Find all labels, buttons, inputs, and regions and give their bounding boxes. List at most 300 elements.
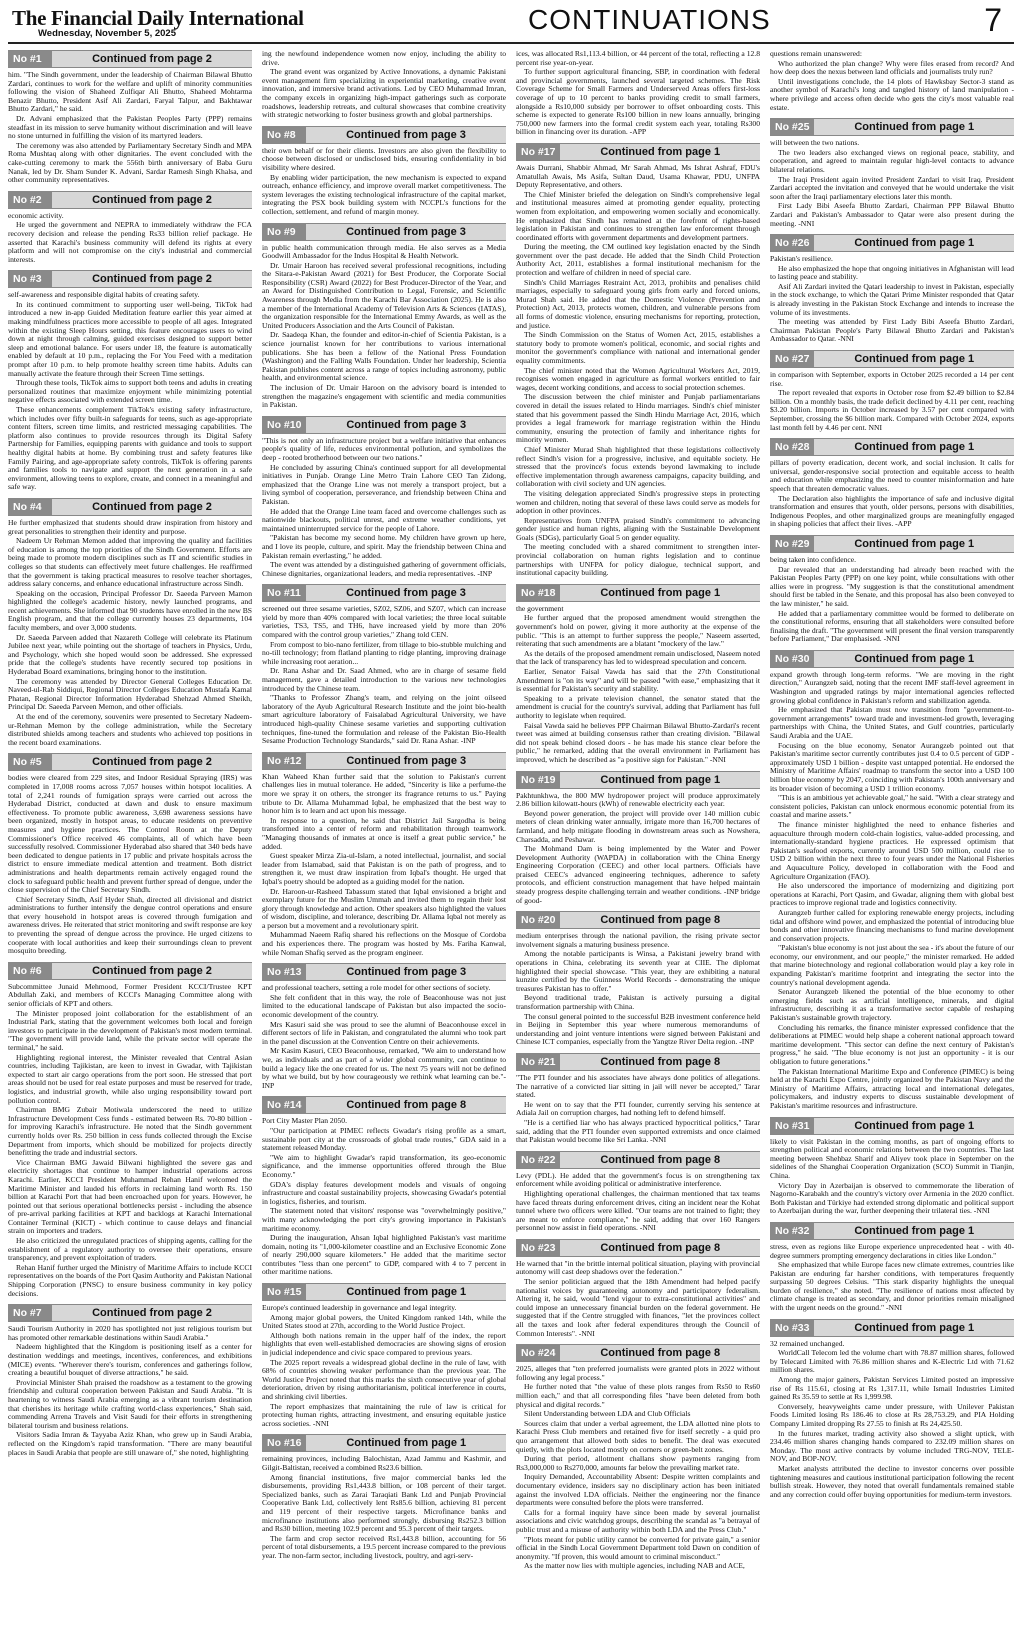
paragraph: 32 remained unchanged. bbox=[770, 1338, 845, 1348]
story-number: No #19 bbox=[516, 772, 560, 788]
story-number: No #10 bbox=[262, 417, 306, 433]
story bbox=[262, 584, 506, 746]
paragraph: Europe's continued leadership in governance and legal integrity. bbox=[262, 1303, 457, 1313]
paragraph: questions remain unanswered: bbox=[770, 50, 862, 58]
story-body bbox=[770, 459, 1014, 529]
paragraph: Among the major gainers, Pakistan Services Limited posted an impressive rise of Rs 115.61, closing at Rs 1,317.11, while Ismail Industries Limited gained Rs 35.59 to settle at Rs 1,999.98. bbox=[770, 1375, 1014, 1402]
story-header bbox=[770, 1222, 1014, 1240]
story-header bbox=[770, 1117, 1014, 1135]
story-number: No #23 bbox=[516, 1240, 560, 1256]
masthead bbox=[8, 0, 1014, 44]
paragraph: WorldCall Telecom led the volume chart with 78.87 million shares, followed by Telecard Limited with 76.86 million shares and K-Electric Ltd with 71.62 million shares. bbox=[770, 1348, 1014, 1375]
continued-from-label: Continued from page 8 bbox=[600, 1347, 721, 1360]
paragraph: Provincial Minister Shah praised the roadshow as a testament to the growing friendship and cultural cooperation between Pakistan and Saudi Arabia. "It is heartening to witness Saudi Arabia emerging as a vibrant tourism destination that cherishes its heritage while crafting world-class experiences," Shah said, commending Arrena Travels and Visit Saudi for their efforts in strengthening bilateral tourism and business relations. bbox=[8, 1377, 252, 1430]
paragraph: He added that a parliamentary committee would be formed to deliberate on the constitutional reforms, ensuring that all stakeholders were consulted before finalising the draft. "The government will present the final version transparently before Parliament," Dar emphasised. -NNI bbox=[770, 608, 1014, 644]
continued-from-label: Continued from page 8 bbox=[346, 1099, 467, 1112]
story-body bbox=[8, 291, 252, 492]
paragraph: In response to a question, he said that District Jail Sargodha is being transformed into a center of reform and rehabilitation through teamwork. "Managing thousands of inmates at once is itself a great public service," he added. bbox=[262, 815, 506, 851]
story bbox=[262, 223, 506, 410]
paragraph: He also underscored the importance of modernizing and digitizing port operations at Karachi, Port Qasim, and Gwadar, aligning them with global best practices to improve regional trade and logistics connectivity. bbox=[770, 881, 1014, 908]
paragraph: Rehan Hanif further urged the Ministry of Maritime Affairs to include KCCI representatives on the boards of the Port Qasim Authority and Pakistan National Shipping Corporation (PNSC) to ensure business community in key policy decisions. bbox=[8, 1262, 252, 1298]
story bbox=[516, 911, 760, 1047]
story-body bbox=[8, 774, 252, 955]
story-header bbox=[8, 191, 252, 209]
story-header bbox=[262, 223, 506, 241]
paragraph: He warned that "in the brittle internal political situation, playing with provincial autonomy will cast deep shadows over the federation." bbox=[516, 1258, 760, 1277]
story-header bbox=[770, 1319, 1014, 1337]
story-header bbox=[8, 50, 252, 68]
paragraph: Highlighting operational challenges, the chairman mentioned that tax teams have faced threats during enforcement drives, citing an incident near the Kohat tunnel where two officers were killed. "Our teams are not trained to fight; they are meant to enforce compliance," he said, adding that over 160 Rangers personnel now assist in field operations. -NNI bbox=[516, 1188, 760, 1233]
story-header bbox=[262, 416, 506, 434]
story bbox=[262, 1096, 506, 1277]
story-body bbox=[516, 1365, 760, 1571]
paragraph: The inclusion of Dr. Umair Haroon on the advisory board is intended to strengthen the magazine's engagement with scientific and media communities in Pakistan. bbox=[262, 383, 506, 410]
paragraph: Who authorized the plan change? Why were files erased from record? And how deep does the nexus between land officials and journalists truly run? bbox=[770, 58, 1014, 77]
story-body bbox=[770, 139, 1014, 228]
story-header bbox=[516, 143, 760, 161]
story-body bbox=[262, 605, 506, 746]
story bbox=[262, 963, 506, 1090]
story bbox=[770, 118, 1014, 228]
paragraph: At the end of the ceremony, souvenirs were presented to Secretary Nadeem-ur-Rehman Memon by the college administration, while the Secretary distributed shields among teachers and students who achieved top positions in the recent board examinations. bbox=[8, 712, 252, 747]
paragraph: screened out three sesame varieties, SZ02, SZ06, and SZ07, which can increase yield by more than 40% compared with local varieties; the three local suitable varieties, TS3, TS5, and TH6, have increased yield by more than 20% compared with the control group varieties," Zhang told CEN. bbox=[262, 604, 506, 640]
story bbox=[262, 126, 506, 217]
continued-from-label: Continued from page 1 bbox=[854, 121, 975, 134]
story-header bbox=[770, 234, 1014, 252]
story-header bbox=[262, 1283, 506, 1301]
paragraph: Dar revealed that an understanding had already been reached with the Pakistan Peoples Party (PPP) on one key point, while consultations with other allies were in progress. "My suggestion is that the constitutional amendment should first be tabled in the Senate, and this proposal has also been conveyed to the law minister," he said. bbox=[770, 564, 1014, 608]
story-body bbox=[262, 773, 506, 957]
story-number: No #28 bbox=[770, 439, 814, 455]
paragraph: Mr Kasim Kasuri, CEO Beaconhouse, remarked, "We aim to understand how we, as individuals and as part of a wider global community, can continue to build a legacy like the one created for us. The next 75 years will not be defined by what we build, but by how courageously we rethink what learning can be."-INP bbox=[262, 1046, 506, 1090]
paragraph: He further emphasized that students should draw inspiration from history and great personalities to strengthen their identity and purpose. bbox=[8, 517, 252, 536]
paragraph: In the futures market, trading activity also showed a slight uptick, with 234.46 million shares changing hands compared to 232.09 million shares on Monday. The most active contracts by volume included TRG-NOV, TELE-NOV, and BOP-NOV. bbox=[770, 1428, 1014, 1464]
story-number: No #26 bbox=[770, 235, 814, 251]
continued-from-label: Continued from page 1 bbox=[854, 1321, 975, 1334]
story-number: No #25 bbox=[770, 119, 814, 135]
story-number: No #5 bbox=[8, 754, 52, 770]
story-body bbox=[516, 605, 760, 765]
story bbox=[516, 1151, 760, 1233]
paragraph: in comparison with September, exports in October 2025 recorded a 14 per cent rise. bbox=[770, 370, 1014, 388]
story-header bbox=[262, 752, 506, 770]
story-header bbox=[770, 118, 1014, 136]
story-header bbox=[770, 535, 1014, 553]
paragraph: Guest speaker Mirza Zia-ul-Islam, a noted intellectual, journalist, and social leader from Islamabad, said that Pakistan is on the path of progress, and to strengthen it, we must draw inspiration from Iqbal's thought. He urged that Iqbal's poetry should be adopted as a guiding model for the nation. bbox=[262, 851, 506, 886]
paragraph: Victory Day in Azerbaijan is observed to commemorate the liberation of Nagorno-Karabakh and the country's victory over Armenia in the 2020 conflict. Both Pakistan and Türkiye had extended strong diplomatic and political support to Azerbaijan during the war, further deepening their trilateral ties. -NNI bbox=[770, 1180, 1014, 1216]
story-body bbox=[516, 1172, 760, 1233]
story-header bbox=[770, 438, 1014, 456]
story-header bbox=[770, 350, 1014, 368]
story-header bbox=[8, 962, 252, 980]
paragraph: Speaking on the occasion, Principal Professor Dr. Saeeda Parveen Mamon highlighted the college's academic history, newly launched programs, and recent achievements. She informed that 90 students have enrolled in the new BS English program, and that the college currently houses 23 departments, 104 faculty members, and over 3,000 students. bbox=[8, 588, 252, 633]
story bbox=[8, 1304, 252, 1457]
continued-from-label: Continued from page 3 bbox=[346, 225, 466, 238]
story-body bbox=[262, 1117, 506, 1277]
story-header bbox=[8, 498, 252, 516]
paragraph: Representatives from UNFPA praised Sindh's commitment to advancing gender justice and human rights, aligning with the Sustainable Development Goals (SDGs), particularly Goal 5 on gender equality. bbox=[516, 515, 760, 542]
paragraph: The discussion between the chief minister and Punjab parliamentarians covered in detail the issues related to Hindu marriages. Sindh's chief minister stated that his government passed the Sindh Hindu Marriage Act, 2016, which provides a legal framework for marriage registration within the Hindu community, ensuring the protection of family and inheritance rights for minority women. bbox=[516, 392, 760, 445]
paragraph: their own behalf or for their clients. Investors are also given the flexibility to choose between disclosed or undisclosed bids, ensuring confidentiality in bid visibility where desired. bbox=[262, 145, 506, 172]
story-header bbox=[8, 1304, 252, 1322]
paragraph: Earlier, Senator Faisal Vawda has said that the 27th Constitutional Amendment is "on its way" and will be passed "with ease," emphasizing that it is essential for Pakistan's security and stability. bbox=[516, 667, 760, 694]
continued-from-label: Continued from page 8 bbox=[600, 1241, 721, 1254]
paragraph: expand growth through long-term reforms. "We are moving in the right direction," Aurangzeb said, noting that the recent IMF staff-level agreement in Washington and upgraded ratings by major international agencies reflected growing global confidence in Pakistan's reform and stabilization agenda. bbox=[770, 669, 1014, 705]
paragraph: Awais Durrani, Shabbir Ahmad, Mr Sarah Ahmad, Ms Ishrat Ashraf, FDU's Amatullah Awais, Ms Asifa, Sultan Daud, Usama Khawar, PDU, UNFPA Deputy Representative, and others. bbox=[516, 162, 760, 190]
paragraph: Sources claim that under a verbal agreement, the LDA allotted nine plots to Karachi Press Club members and retained five for itself secretly - a quid pro quo arrangement that allowed both sides to benefit. The deal was executed quietly, with the plots located mostly on corners or green-belt zones. bbox=[516, 1418, 760, 1454]
continued-from-label: Continued from page 2 bbox=[92, 1307, 212, 1320]
continued-from-label: Continued from page 2 bbox=[92, 53, 212, 65]
paragraph: Chairman BMG Zubair Motiwala underscored the need to utilize Infrastructure Development Cess funds - estimated between Rs. 70-80 billion - for improving Karachi's infrastructure. He noted that the Sindh government currently holds over Rs. 250 billion in cess funds collected through the Excise Department from imports, which should be mobilized for projects directly benefitting the trade and industrial sectors. bbox=[8, 1105, 252, 1158]
paragraph: Chief Secretary Sindh, Asif Hyder Shah, directed all divisional and district administrations to further intensify the dengue control operations and ensure that every household in hotspot areas is covered through fumigation and awareness drives. He reiterated that strict monitoring and swift response are key to preventing the spread of dengue across the province. He urged citizens to cooperate with local authorities and keep their surroundings clean to prevent mosquito breeding. bbox=[8, 894, 252, 956]
continued-from-label: Continued from page 2 bbox=[92, 964, 212, 977]
paragraph: Mrs Kasuri said she was proud to see the alumni of Beaconhouse excel in different sectors of life in Pakistan, and congratulated the alumni who took part in the panel discussion at the Convention Centre on their achievements. bbox=[262, 1019, 506, 1046]
story bbox=[516, 1053, 760, 1145]
story bbox=[8, 270, 252, 492]
paragraph: ices, was allocated Rs1,113.4 billion, or 44 percent of the total, reflecting a 12.8 percent rise year-on-year. bbox=[516, 50, 760, 67]
paragraph: "Our participation at PIMEC reflects Gwadar's rising profile as a smart, sustainable port city at the crossroads of global trade routes," GDA said in a statement released Monday. bbox=[262, 1125, 506, 1153]
continued-from-label: Continued from page 3 bbox=[346, 128, 466, 141]
paragraph: 2025, alleges that "ten preferred journalists were granted plots in 2022 without following any legal process." bbox=[516, 1364, 760, 1382]
story-header bbox=[8, 753, 252, 771]
paragraph: in public health communication through media. He also serves as a Media Goodwill Ambassador for the Indus Hospital & Health Network. bbox=[262, 242, 506, 261]
paragraph: Vice Chairman BMG Jawaid Bilwani highlighted the severe gas and electricity shortages that continue to hamper industrial operations across Karachi. Earlier, KCCI President Muhammad Rehan Hanif welcomed the Maritime Minister and lauded his efforts in reclaiming land worth Rs. 150 billion at Karachi Port that had been encroached upon for years. However, he pointed out that serious operational bottlenecks persist - including the absence of pre-arrival parking facilities at KPT and backlogs at Karachi International Container Terminal (KICT) - which continue to cause delays and financial strain on importers and traders. bbox=[8, 1157, 252, 1236]
paper-date: Wednesday, November 5, 2025 bbox=[38, 28, 176, 39]
continued-from-label: Continued from page 1 bbox=[854, 1119, 975, 1132]
paragraph: The Mohmand Dam is being implemented by the Water and Power Development Authority (WAPDA) in collaboration with the China Energy Engineering Corporation (CEEC) and other local partners. Officials have praised CEEC's advanced engineering techniques, adherence to safety protocols, and efficient construction management that have helped maintain steady progress despite challenging terrain and weather conditions. -INP bridge of good- bbox=[516, 844, 760, 905]
story-header bbox=[770, 650, 1014, 668]
paragraph: the government bbox=[516, 603, 564, 613]
paragraph: Subcommittee Junaid Mehmood, Former President KCCI/Trustee KPT Abdullah Zaki, and members of KCCI's Managing Committee along with senior officials of KPT and others. bbox=[8, 981, 252, 1009]
story bbox=[770, 1222, 1014, 1313]
paragraph: Among the notable participants is Winsa, a Pakistani jewelry brand with operations in China, celebrating its seventh year at CIIE. The diplomat highlighted their special showcase. "This year, they are exhibiting a natural kunzite certified by the Guinness World Records - demonstrating the unique treasures Pakistan has to offer." bbox=[516, 949, 760, 993]
story-body bbox=[770, 255, 1014, 344]
paragraph: He urged the government and NEPRA to immediately withdraw the FCA recovery decision and release the pending Rs33 billion relief package. He asserted that Karachi's business community will defend its rights at every platform and will not compromise on the city's industrial and commercial interests. bbox=[8, 220, 252, 264]
paragraph: The finance minister highlighted the need to enhance fisheries and aquaculture through modern cold-chain logistics, value-added processing, and internationally-standard hygiene practices. He expressed optimism that Pakistan's seafood exports, currently around USD 500 million, could rise to USD 2 billion within the next three to four years under the National Fisheries and Aquaculture Policy, developed in collaboration with the Food and Agriculture Organization (FAO). bbox=[770, 819, 1014, 881]
story-number: No #8 bbox=[262, 127, 306, 143]
paragraph: The report emphasizes that maintaining the rule of law is critical for protecting human rights, attracting investment, and ensuring equitable justice across societies. -NNI bbox=[262, 1401, 506, 1428]
paragraph: The chief minister noted that the Women Agricultural Workers Act, 2019, recognises women engaged in agriculture as formal workers entitled to fair wages, decent working conditions, and access to social protection schemes. bbox=[516, 365, 760, 392]
story-header bbox=[516, 911, 760, 929]
paragraph: "The PTI founder and his associates have always done politics of allegations. The narrative of a convicted liar sitting in jail will never be accepted," Tarar stated. bbox=[516, 1072, 760, 1100]
paragraph: Dr. Saeeda Parveen added that Nazareth College will celebrate its Platinum Jubilee next year, while pointing out the shortage of teachers in Physics, Urdu, and Psychology, which she hoped would soon be addressed. She expressed pride that the college's students have recently secured top positions in Hyderabad Board examinations, bringing honor to the institution. bbox=[8, 632, 252, 677]
story-body bbox=[770, 371, 1014, 432]
story-body bbox=[8, 983, 252, 1298]
paragraph: and professional teachers, setting a role model for other sections of society. bbox=[262, 983, 491, 993]
paragraph: Speaking to a private television channel, the senator stated that the amendment is crucial for the country's survival, adding that Parliament has full authority to legislate when required. bbox=[516, 693, 760, 720]
paragraph: Dr. Advani emphasized that the Pakistan Peoples Party (PPP) remains steadfast in its mission to serve humanity without discrimination and will leave no stone unturned in fulfilling the vision of its martyred leaders. bbox=[8, 113, 252, 141]
paragraph: Focusing on the blue economy, Senator Aurangzeb pointed out that Pakistan's maritime sector currently contributes just 0.4 to 0.5 percent of GDP - approximately USD 1 billion - despite vast untapped potential. He endorsed the Ministry of Maritime Affairs' roadmap to transform the sector into a USD 100 billion blue economy by 2047, coinciding with Pakistan's 100th anniversary and its broader vision of becoming a USD 1 trillion economy. bbox=[770, 740, 1014, 793]
story-number: No #6 bbox=[8, 963, 52, 979]
story bbox=[262, 416, 506, 579]
paragraph: "Pakistan has become my second home. My children have grown up here, and I love its people, culture, and spirit. May the friendship between China and Pakistan remain everlasting," he added. bbox=[262, 533, 506, 560]
paragraph: Sindh's Child Marriages Restraint Act, 2013, prohibits and penalises child marriages, especially to safeguard young girls from early and forced unions, Murad Shah said. He added that the Domestic Violence (Prevention and Protection) Act, 2013, protects women, children, and vulnerable persons from all forms of domestic violence, ensuring mechanisms for reporting, protection, and justice. bbox=[516, 277, 760, 330]
paragraph: During the meeting, the CM outlined key legislation enacted by the Sindh government over the past decade. He added that the Sindh Child Protection Authority Act, 2011, establishes a formal institutional mechanism for the protection and welfare of children in need of special care. bbox=[516, 242, 760, 278]
paragraph: Aurangzeb further called for exploring renewable energy projects, including tidal and offshore wind power, and emphasized the potential of introducing blue bonds and other innovative financing mechanisms to fund marine development and conservation projects. bbox=[770, 907, 1014, 943]
story-number: No #24 bbox=[516, 1345, 560, 1361]
story-body bbox=[770, 50, 1014, 112]
section-title: CONTINUATIONS bbox=[528, 4, 771, 35]
story-number: No #31 bbox=[770, 1118, 814, 1134]
paragraph: "Plots meant for public utility cannot be converted for private gain," a senior official in the Sindh Local Government Department told Dawn on condition of anonymity. "If proven, this would amount to criminal misconduct." bbox=[516, 1534, 760, 1561]
continued-from-label: Continued from page 1 bbox=[854, 353, 975, 366]
paragraph: GDA's display features development models and visuals of ongoing infrastructure and coastal sustainability projects, showcasing Gwadar's potential in logistics, fisheries, and tourism. bbox=[262, 1179, 506, 1206]
story bbox=[8, 50, 252, 185]
story bbox=[770, 1319, 1014, 1500]
paragraph: Pakistan's resilience. bbox=[770, 254, 833, 264]
paragraph: Port City Master Plan 2050. bbox=[262, 1116, 348, 1126]
continued-from-label: Continued from page 2 bbox=[92, 500, 212, 513]
continued-from-label: Continued from page 2 bbox=[92, 273, 212, 286]
paragraph: The meeting concluded with a shared commitment to strengthen inter-provincial collaboration on human rights legislation and to continue partnerships with UNFPA for policy dialogue, technical support, and institutional capacity building. bbox=[516, 542, 760, 578]
continued-from-label: Continued from page 1 bbox=[854, 441, 975, 454]
paragraph: "Pakistan's blue economy is not just about the sea - it's about the future of our economy, our environment, and our people," the minister remarked. He added that marine biotechnology and regional collaboration would play a key role in expanding Pakistan's maritime footprint and integrating the sector into the country's national development agenda. bbox=[770, 943, 1014, 987]
paragraph: He went on to say that the PTI founder, currently serving his sentence at Adiala Jail on corruption charges, had nothing left to defend himself. bbox=[516, 1099, 760, 1118]
paragraph: "This is not only an infrastructure project but a welfare initiative that enhances people's quality of life, reduces environmental pollution, and symbolizes the deep - rooted brotherhood between our two nations." bbox=[262, 435, 506, 462]
paragraph: Concluding his remarks, the finance minister expressed confidence that the deliberations at PIMEC would help shape a coherent national approach toward maritime development. "This sector can define the next century of Pakistan's progress," he said. "The blue economy is not just an opportunity - it is our obligation to future generations." bbox=[770, 1022, 1014, 1066]
paragraph: The Chief Minister briefed the delegation on Sindh's comprehensive legal and institutional measures aimed at promoting gender equality, protecting women from exploitation, and empowering women socially and economically. He emphasized that Sindh has remained at the forefront of rights-based legislation in Pakistan and continues to strengthen law enforcement through coordinated efforts with government departments and development partners. bbox=[516, 189, 760, 242]
paragraph: Until investigations conclude, the 14 plots of Hawksbay Sector-3 stand as another symbol of Karachi's long and tangled history of land manipulation - where privilege and access often decide who gets the city's most valuable real estate. bbox=[770, 76, 1014, 112]
continued-from-label: Continued from page 3 bbox=[346, 587, 466, 600]
paragraph: Dr. Rana Ashar and Dr. Saad Ahmed, who are in charge of sesame field management, gave a detailed introduction to the various new technologies introduced by the Chinese team. bbox=[262, 666, 506, 693]
story-number: No #11 bbox=[262, 585, 306, 601]
paragraph: The senior politician argued that the 18th Amendment had helped pacify nationalist voices by guaranteeing autonomy and participatory federalism. Altering it, he said, would "lend vigour to extra-constitutional activities" and could impose an unnecessary financial burden on the federal government. He suggested that if the Centre struggled with finances, "let the provinces collect all the taxes and look after federal expenditures through the Council of Common Interests". -NNI bbox=[516, 1277, 760, 1338]
story-number: No #33 bbox=[770, 1320, 814, 1336]
story-number: No #12 bbox=[262, 753, 306, 769]
story-body bbox=[770, 671, 1014, 1111]
story bbox=[8, 498, 252, 747]
paragraph: In its continued commitment to supporting user well-being, TikTok had introduced a new in-app Guided Meditation feature earlier this year aimed at making mindfulness practices more accessible to people of all ages. Integrated within the existing Sleep Hours setting, this feature encourages users to wind down at night through calming, guided exercises designed to support better sleep and emotional balance. For users under 18, the feature is automatically enabled by default at 10 p.m., replacing the For You Feed with a meditation prompt after 10 p.m. to help promote healthy screen time habits. Adults can manually activate the feature through their Screen Time settings. bbox=[8, 299, 252, 378]
story-number: No #32 bbox=[770, 1223, 814, 1239]
story bbox=[770, 50, 1014, 112]
story bbox=[8, 191, 252, 265]
story-number: No #22 bbox=[516, 1152, 560, 1168]
continued-from-label: Continued from page 8 bbox=[600, 1153, 721, 1166]
story-body bbox=[262, 244, 506, 410]
paragraph: Through these tools, TikTok aims to support both teens and adults in creating personalized routines that maximize enjoyment while minimizing potential negative effects associated with extended screen time. bbox=[8, 378, 252, 405]
paragraph: The farm and crop sector received Rs1,443.8 billion, accounting for 56 percent of total disbursements, a 19.5 percent increase compared to the previous year. The non-farm sector, including livestock, poultry, and agri-serv- bbox=[262, 1533, 506, 1560]
story-header bbox=[516, 1053, 760, 1071]
story-body bbox=[516, 164, 760, 578]
paper-name: The Financial Daily International bbox=[12, 6, 304, 30]
paragraph: The consul general pointed to the successful B2B investment conference held in Beijing in September this year where numerous memorandums of understanding and joint venture intentions were signed between Pakistani and Chinese ICT companies, especially from the Yangtze River Delta region. -INP bbox=[516, 1011, 760, 1047]
paragraph: Faisal Vawda said he believes PPP Chairman Bilawal Bhutto-Zardari's recent tweet was aimed at building consensus rather than creating division. "Bilawal did not speak behind closed doors - he has made his stance clear before the public," he remarked, adding that the overall environment in Parliament has improved, which he described as "a positive sign for Pakistan." -NNI bbox=[516, 720, 760, 764]
paragraph: Khan Waheed Khan further said that the solution to Pakistan's current challenges lies in mutual tolerance. He added, "Sincerity is like a perfume-the more we spray it on others, the stronger its fragrance returns to us." Paying tribute to Dr. Allama Muhammad Iqbal, he emphasized that the best way to honor him is to learn and act upon his message. bbox=[262, 771, 506, 816]
story-number: No #27 bbox=[770, 351, 814, 367]
paragraph: Nadeem Ur Rehman Memon added that improving the quality and facilities of education is among the top priorities of the Sindh Government. Efforts are being made to promote modern disciplines such as IT and scientific studies in colleges so that students can effectively meet future challenges. He reaffirmed that the government is taking practical measures to resolve teacher shortages, address salary concerns, and enhance educational infrastructure across Sindh. bbox=[8, 536, 252, 589]
story-header bbox=[262, 584, 506, 602]
paragraph: By enabling wider participation, the new mechanism is expected to expand outreach, enhance efficiency, and improve overall market competitiveness. The system leverages the existing technological infrastructure of the capital market, integrating the PSX book building system with NCCPL's functions for the collection, settlement, and refund of margin money. bbox=[262, 172, 506, 216]
paragraph: ing the newfound independence women now enjoy, including the ability to drive. bbox=[262, 50, 506, 67]
story-body bbox=[262, 984, 506, 1090]
paragraph: Highlighting regional interest, the Minister revealed that Central Asian countries, including Tajikistan, are keen to invest in Gwadar, with Tajikistan expected to start air cargo operations from the port soon. He stressed that port areas should not be used for real estate purposes and must be reserved for trade, logistics, and industrial growth, while also urging responsibility toward port pollution control. bbox=[8, 1052, 252, 1105]
paragraph: The meeting was attended by First Lady Bibi Aseefa Bhutto Zardari, Chairman Pakistan People's Party Bilawal Bhutto Zardari and Pakistan's Ambassador to Qatar. -NNI bbox=[770, 317, 1014, 344]
story-body bbox=[516, 932, 760, 1047]
story-body bbox=[262, 50, 506, 120]
paragraph: These enhancements complement TikTok's existing safety infrastructure, which includes over fifty built-in safeguards for teens, such as age-appropriate content filters, screen time limits, and restricted messaging capabilities. The platform also continues to provide resources through its Digital Safety Partnership for Families, equipping parents with guidance and tools to support healthy digital habits at home. By combining trust and safety features like Family Pairing, and age-appropriate safety controls, TikTok is offering parents and families tools to navigate and support the next generation in a safe environment, allowing teens to explore, create, and connect in a meaningful and safe way. bbox=[8, 405, 252, 492]
paragraph: Calls for a formal inquiry have since been made by several journalist associations and civic watchdog groups, describing the scandal as "a betrayal of public trust and a misuse of authority within both LDA and the Press Club." bbox=[516, 1507, 760, 1534]
story-number: No #20 bbox=[516, 912, 560, 928]
page-number: 7 bbox=[984, 2, 1002, 38]
paragraph: "We aim to highlight Gwadar's rapid transformation, its geo-economic significance, and the immense opportunities offered through the Blue Economy." bbox=[262, 1152, 506, 1179]
paragraph: During that period, allotment challans show payments ranging from Rs3,000,000 to Rs270,000, amounts far below the prevailing market rate. bbox=[516, 1454, 760, 1472]
paragraph: Inquiry Demanded, Accountability Absent: Despite written complaints and documentary evidence, insiders say no disciplinary action has been initiated against the involved LDA officials. Neither the engineering nor the finance departments were consulted before the plots were transferred. bbox=[516, 1472, 760, 1508]
columns-container bbox=[0, 44, 1022, 1650]
paragraph: The ceremony was also attended by Parliamentary Secretary Sindh and MPA Roma Mushtaq along with other dignitaries. The event concluded with the cake-cutting ceremony to mark the 556th birth anniversary of Baba Guru Nanak, led by Dr. Sham Sunder K. Advani, Sardar Ramesh Singh Khalsa, and other community representatives. bbox=[8, 140, 252, 185]
story-number: No #21 bbox=[516, 1054, 560, 1070]
story-number: No #1 bbox=[8, 51, 52, 67]
story bbox=[516, 584, 760, 765]
story-header bbox=[262, 126, 506, 144]
paragraph: Dr. Haroon-ur-Rasheed Tabassum stated that Iqbal envisioned a bright and exemplary future for the Muslim Ummah and invited them to regain their lost glory through knowledge and action. Other speakers also highlighted the values of wisdom, discipline, and tolerance, describing Dr. Allama Iqbal not merely as a person but a movement and a revolutionary spirit. bbox=[262, 886, 506, 930]
paragraph: bodies were cleared from 229 sites, and Indoor Residual Spraying (IRS) was completed in 17,008 rooms across 7,057 houses within hotspot localities. A total of 2,241 rounds of fumigation sprays were carried out across the Hyderabad District, conducted at dawn and dusk to ensure maximum effectiveness. To promote public awareness, 3,698 awareness sessions have been organized, mostly in hotspot areas, to educate residents on preventive measures and hygiene practices. The Control Room at the Deputy Commissioner's Office received 46 complaints, all of which have been successfully resolved. Commissioner Hyderabad also shared that 340 beds have been dedicated to dengue patients in 17 public and private hospitals across the district to ensure immediate medical attention and treatment. Both district administrations and health departments remain actively engaged round the clock to safeguard public health and prevent further spread of dengue, under the close supervision of the Chief Secretary Sindh. bbox=[8, 773, 252, 895]
continued-from-label: Continued from page 1 bbox=[346, 1437, 467, 1450]
paragraph: The grand event was organized by Active Innovations, a dynamic Pakistani event management firm specializing in experiential marketing, creative event innovation, and immersive brand activations. Led by CEO Muhammad Imran, the company excels in organizing high-impact gatherings such as corporate roadshows, leadership retreats, and cultural showcases that combine creativity with strategic networking to foster business growth and global partnerships. bbox=[262, 67, 506, 120]
story-body bbox=[262, 1304, 506, 1428]
story bbox=[770, 1117, 1014, 1216]
paragraph: He further noted that "the value of these plots ranges from Rs50 to Rs60 million each," and that all corresponding files "have been deleted from both physical and digital records." bbox=[516, 1382, 760, 1409]
paragraph: He emphasized that Pakistan must now transition from "government-to-government arrangements" toward trade and investment-led growth, leveraging partnerships with China, the United States, and Gulf countries, particularly Saudi Arabia and the UAE. bbox=[770, 705, 1014, 741]
paragraph: From compost to bio-nano fertilizer, from tillage to bio-stubble mulching and no-till technology; from flatland planting to ridge planting, improving drainage while increasing root aeration... bbox=[262, 639, 506, 666]
story-number: No #18 bbox=[516, 585, 560, 601]
paragraph: Among financial institutions, five major commercial banks led the disbursements, providing Rs1,443.8 billion, or 108 percent of their target. Specialized banks, such as Zarai Taraqiati Bank Ltd and Punjab Provincial Cooperative Bank Ltd, collectively lent Rs85.6 billion, achieving 81 percent and 119 percent of their respective targets. Microfinance banks and microfinance institutions also performed strongly, disbursing Rs252.3 billion and Rs30 billion, meeting 102.9 percent and 95.3 percent of their targets. bbox=[262, 1472, 506, 1534]
story-header bbox=[262, 1434, 506, 1452]
story-body bbox=[770, 1138, 1014, 1216]
paragraph: "Thanks to Professor Zhang's team, and relying on the joint oilseed laboratory of the Ayub Agricultural Research Institute and the joint bio-health smart agriculture laboratory of Faisalabad Agricultural University, we have introduced high-quality Chinese sesame varieties and supporting cultivation techniques, fine-tuned the formulation and release of the Pakistan Bio-Health Sesame Production Technology Standards," said Dr. Rana Ashar. -INP bbox=[262, 693, 506, 746]
story-number: No #13 bbox=[262, 964, 306, 980]
continued-from-label: Continued from page 3 bbox=[346, 966, 467, 979]
paragraph: He further argued that the proposed amendment would strengthen the government's hold on power, giving it more authority at the expense of the public. "This is an attempt to further suppress the people," Naseem asserted, reiterating that such amendments are a blatant "mockery of the law." bbox=[516, 613, 760, 649]
paragraph: Levy (PDL). He added that the government's focus is on strengthening tax enforcement while avoiding political or administrative interference. bbox=[516, 1170, 760, 1189]
paragraph: The event was attended by a distinguished gathering of government officials, Chinese dignitaries, organizational leaders, and media representatives. -INP bbox=[262, 560, 506, 578]
story-number: No #29 bbox=[770, 536, 814, 552]
story-number: No #7 bbox=[8, 1305, 52, 1321]
story-number: No #4 bbox=[8, 499, 52, 515]
paragraph: The statement noted that visitors' response was "overwhelmingly positive," with many acknowledging the port city's growing importance in Pakistan's maritime economy. bbox=[262, 1206, 506, 1233]
paragraph: will between the two nations. bbox=[770, 138, 860, 148]
story-number: No #17 bbox=[516, 144, 560, 160]
story bbox=[770, 438, 1014, 529]
paragraph: He also criticized the unregulated practices of shipping agents, calling for the establishment of a regulatory authority to oversee their operations, ensure transparency, and prevent exploitation of traders. bbox=[8, 1236, 252, 1263]
continued-from-label: Continued from page 1 bbox=[600, 773, 721, 786]
story-header bbox=[516, 1239, 760, 1257]
story-body bbox=[8, 519, 252, 747]
story bbox=[516, 1344, 760, 1571]
story-body bbox=[770, 1243, 1014, 1313]
paragraph: He added that the Orange Line team faced and overcome challenges such as nationwide blackouts, political unrest, and extreme weather conditions, yet maintained uninterrupted service for the people of Lahore. bbox=[262, 506, 506, 533]
paragraph: The two leaders also exchanged views on regional peace, stability, and cooperation, and agreed to maintain regular high-level contacts to advance bilateral relations. bbox=[770, 147, 1014, 174]
story bbox=[262, 1283, 506, 1428]
paragraph: Asif Ali Zardari invited the Qatari leadership to invest in Pakistan, especially in the stock exchange, to which the Qatari Prime Minister responded that Qatar is already investing in the Pakistan Stock Exchange and intends to increase the volume of its investments. bbox=[770, 281, 1014, 317]
continued-from-label: Continued from page 1 bbox=[600, 586, 721, 599]
story bbox=[8, 753, 252, 955]
continued-from-label: Continued from page 3 bbox=[346, 418, 467, 431]
continued-from-label: Continued from page 3 bbox=[346, 754, 467, 767]
column bbox=[8, 50, 252, 1650]
paragraph: likely to visit Pakistan in the coming months, as part of ongoing efforts to strengthen political and economic relations between the two countries. The last meeting between Shehbaz Sharif and Aliyev took place in September on the sidelines of the Shanghai Cooperation Organization (SCO) Summit in Tianjin, China. bbox=[770, 1136, 1014, 1180]
story-number: No #2 bbox=[8, 192, 52, 208]
story-body bbox=[262, 147, 506, 217]
story-number: No #14 bbox=[262, 1097, 306, 1113]
paragraph: Dr. Umair Haroon has received several professional recognitions, including the Sitara-e-Pakistan Award (2021) for Best Producer, the Corporate Social Responsibility (CSR) Award (2022) for Best Producer-Director of the Year, and an Award for Distinguished Contribution to Legal, Forensic, and Scientific Awareness through Media from the Karachi Bar Association (2025). He is also a member of the International Academy of Television Arts & Sciences (IATAS), the organization responsible for the International Emmy Awards, as well as the United Producers Association and the Arts Council of Pakistan. bbox=[262, 260, 506, 330]
story bbox=[262, 50, 506, 120]
story-body bbox=[8, 212, 252, 265]
paragraph: Chief Minister Murad Shah highlighted that these legislations collectively reflect Sindh's vision for a progressive, inclusive, and equitable society. He stressed that the province's focus extends beyond lawmaking to include effective implementation through awareness campaigns, capacity building, and collaboration with civil society and UN agencies. bbox=[516, 444, 760, 489]
paragraph: She felt confident that in this way, the role of Beaconhouse was not just limited to the educational landscape of Pakistan but also impacted the socio-economic development of the country. bbox=[262, 992, 506, 1020]
story-body bbox=[8, 71, 252, 185]
paragraph: The Iraqi President again invited President Zardari to visit Iraq. President Zardari accepted the invitation and conveyed that he would undertake the visit soon after the Iraqi parliamentary elections later this month. bbox=[770, 174, 1014, 201]
story-header bbox=[516, 771, 760, 789]
story bbox=[770, 350, 1014, 432]
continued-from-label: Continued from page 8 bbox=[600, 914, 721, 927]
story-number: No #3 bbox=[8, 271, 52, 287]
paragraph: Nadeem highlighted that the Kingdom is positioning itself as a center for destination weddings and meetings, incentives, conferences, and exhibitions (MICE) events. "Wherever there's tourism, conferences and gatherings follow, creating a beautiful bouquet of diverse attractions," he said. bbox=[8, 1342, 252, 1378]
paragraph: Silent Understanding between LDA and Club Officials bbox=[524, 1409, 691, 1419]
paragraph: being taken into confidence. bbox=[770, 554, 857, 564]
story-number: No #16 bbox=[262, 1435, 306, 1451]
paragraph: The ceremony was attended by Director General Colleges Education Dr. Naveed-ul-Rab Siddiqui, Regional Director Colleges Education Mustafa Kamal Phatan, Regional Director Information Hyderabad Shehzad Ahmed Sheikh, Principal Dr. Saeeda Parveen Memon, and other officials. bbox=[8, 676, 252, 712]
story-header bbox=[516, 1344, 760, 1362]
story bbox=[516, 1239, 760, 1338]
column bbox=[262, 50, 506, 1650]
paragraph: The Pakistan International Maritime Expo and Conference (PIMEC) is being held at the Karachi Expo Centre, jointly organized by the Pakistan Navy and the Ministry of Maritime Affairs, attracting local and international delegates, policymakers, and industry experts to discuss sustainable development of Pakistan's maritime resources and infrastructure. bbox=[770, 1066, 1014, 1110]
paragraph: The Minister proposed joint collaboration for the establishment of an Industrial Park, stating that the government welcomes both local and foreign investors to participate in the development of Pakistan's most modern terminal. "The government will provide land, while the private sector will operate the terminal," he said. bbox=[8, 1008, 252, 1052]
paragraph: During the inauguration, Ahsan Iqbal highlighted Pakistan's vast maritime domain, noting its "1,000-kilometer coastline and an Exclusive Economic Zone of nearly 290,000 square kilometers." He added that the maritime sector contributes "less than one percent" to GDP, compared with 4 to 7 percent in other maritime nations. bbox=[262, 1233, 506, 1277]
story bbox=[8, 962, 252, 1298]
story-header bbox=[262, 963, 506, 981]
story bbox=[516, 143, 760, 578]
continued-from-label: Continued from page 1 bbox=[346, 1286, 467, 1299]
paragraph: Visitors Sadia Imran & Tayyaba Aziz Khan, who grew up in Saudi Arabia, reflected on the Kingdom's rapid transformation. "There are many beautiful places in Saudi Arabia that people are still unaware of," she noted, highlighting bbox=[8, 1430, 252, 1457]
story-header bbox=[516, 1151, 760, 1169]
paragraph: The 2025 report reveals a widespread global decline in the rule of law, with 68% of countries showing weaker performance than the previous year. The World Justice Project noted that this marks the sixth consecutive year of global deterioration, driven by rising authoritarianism, political interference in courts, and shrinking civil liberties. bbox=[262, 1357, 506, 1401]
paragraph: As the details of the proposed amendment remain undisclosed, Naseem noted that the lack of transparency has led to widespread speculation and concern. bbox=[516, 648, 760, 667]
story-number: No #15 bbox=[262, 1284, 306, 1300]
paragraph: Market analysts attributed the decline to investor concerns over possible tightening measures and cautious institutional participation following the recent bullish streak. However, they noted that overall fundamentals remained stable and any correction could offer buying opportunities for medium-term investors. bbox=[770, 1463, 1014, 1499]
paragraph: First Lady Bibi Aseefa Bhutto Zardari, Chairman PPP Bilawal Bhutto Zardari and Pakistan's Ambassador to Qatar were also present during the meeting. -NNI bbox=[770, 201, 1014, 228]
story-body bbox=[262, 437, 506, 579]
story-header bbox=[262, 1096, 506, 1114]
story-number: No #9 bbox=[262, 224, 306, 240]
paragraph: The report revealed that exports in October rose from $2.49 billion to $2.84 billion. On a monthly basis, the trade deficit declined by 4.11 per cent, reaching $3.20 billion. Imports in October increased by 3.57 per cent compared with September, crossing the $6 billion mark. Compared with October 2024, exports last month fell by 4.46 per cent. NNI bbox=[770, 388, 1014, 432]
paragraph: Conversely, heavyweights came under pressure, with Unilever Pakistan Foods Limited losing Rs 186.46 to close at Rs 28,753.29, and PIA Holding Company Limited dropping Rs 27.55 to finish at Rs 24,425.50. bbox=[770, 1401, 1014, 1428]
story bbox=[516, 771, 760, 906]
story-body bbox=[516, 1260, 760, 1338]
continued-from-label: Continued from page 8 bbox=[600, 1055, 721, 1068]
paragraph: self-awareness and responsible digital habits of creating safety. bbox=[8, 290, 200, 300]
story bbox=[262, 752, 506, 957]
paragraph: remaining provinces, including Balochistan, Azad Jammu and Kashmir, and Gilgit-Baltistan, received a combined Rs23.6 billion. bbox=[262, 1454, 506, 1472]
paragraph: She emphasized that while Europe faces new climate extremes, countries like Pakistan are enduring far harsher conditions, with temperatures frequently surpassing 50 degrees Celsius. "This stark disparity highlights the unequal burden of resilience," she noted. "The resilience of nations most affected by climate change is treated as secondary, and donor priorities remain misaligned with the urgent needs on the ground." -NNI bbox=[770, 1260, 1014, 1313]
paragraph: "He is a certified liar who has always practiced hypocritical politics," Tarar said, adding that the PTI founder even supported extremists and once claimed that Pakistan would become like Sri Lanka. -NNI bbox=[516, 1117, 760, 1145]
paragraph: him. "The Sindh government, under the leadership of Chairman Bilawal Bhutto Zardari, continues to work for the welfare and uplift of minority communities following the vision of Shaheed Zulfiqar Ali Bhutto, Shaheed Mohtarma Benazir Bhutto, President Asif Ali Zardari, Faryal Talpur, and Bakhtawar Bhutto Zardari," he said. bbox=[8, 70, 252, 114]
continued-from-label: Continued from page 1 bbox=[600, 145, 721, 158]
continued-from-label: Continued from page 1 bbox=[854, 1224, 975, 1237]
paragraph: Although both nations remain in the upper half of the index, the report highlights that even well-established democracies are showing signs of erosion in judicial independence and civic space compared to previous years. bbox=[262, 1330, 506, 1358]
paragraph: He also emphasized the hope that ongoing initiatives in Afghanistan will lead to lasting peace and stability. bbox=[770, 263, 1014, 282]
story-body bbox=[8, 1325, 252, 1457]
paragraph: Dr. Saadeqa Khan, the founder and editor-in-chief of Scientia Pakistan, is a science journalist known for her contributions to various international publications. She has been a fellow of the National Press Foundation (Washington) and the Falling Walls Foundation. Under her leadership, Scientia Pakistan publishes content across a range of topics including astronomy, public health, and environmental science. bbox=[262, 330, 506, 383]
story-header bbox=[516, 584, 760, 602]
paragraph: economic activity. bbox=[8, 210, 64, 220]
story-body bbox=[516, 792, 760, 906]
paragraph: Senator Aurangzeb likened the potential of the blue economy to other emerging fields such as artificial intelligence, minerals, and digital infrastructure, describing it as a transformative sector capable of reshaping Pakistan's sustainable growth trajectory. bbox=[770, 987, 1014, 1023]
continued-from-label: Continued from page 2 bbox=[92, 756, 212, 769]
story-body bbox=[770, 1340, 1014, 1500]
story-number: No #30 bbox=[770, 651, 814, 667]
paragraph: Among major global powers, the United Kingdom ranked 14th, while the United States stood at 27th, according to the World Justice Project. bbox=[262, 1312, 506, 1331]
paragraph: The Declaration also highlights the importance of safe and inclusive digital transformation and ensures that youth, older persons, persons with disabilities, Indigenous Peoples, and other marginalized groups are meaningfully engaged in shaping policies that affect their lives. -APP bbox=[770, 493, 1014, 529]
